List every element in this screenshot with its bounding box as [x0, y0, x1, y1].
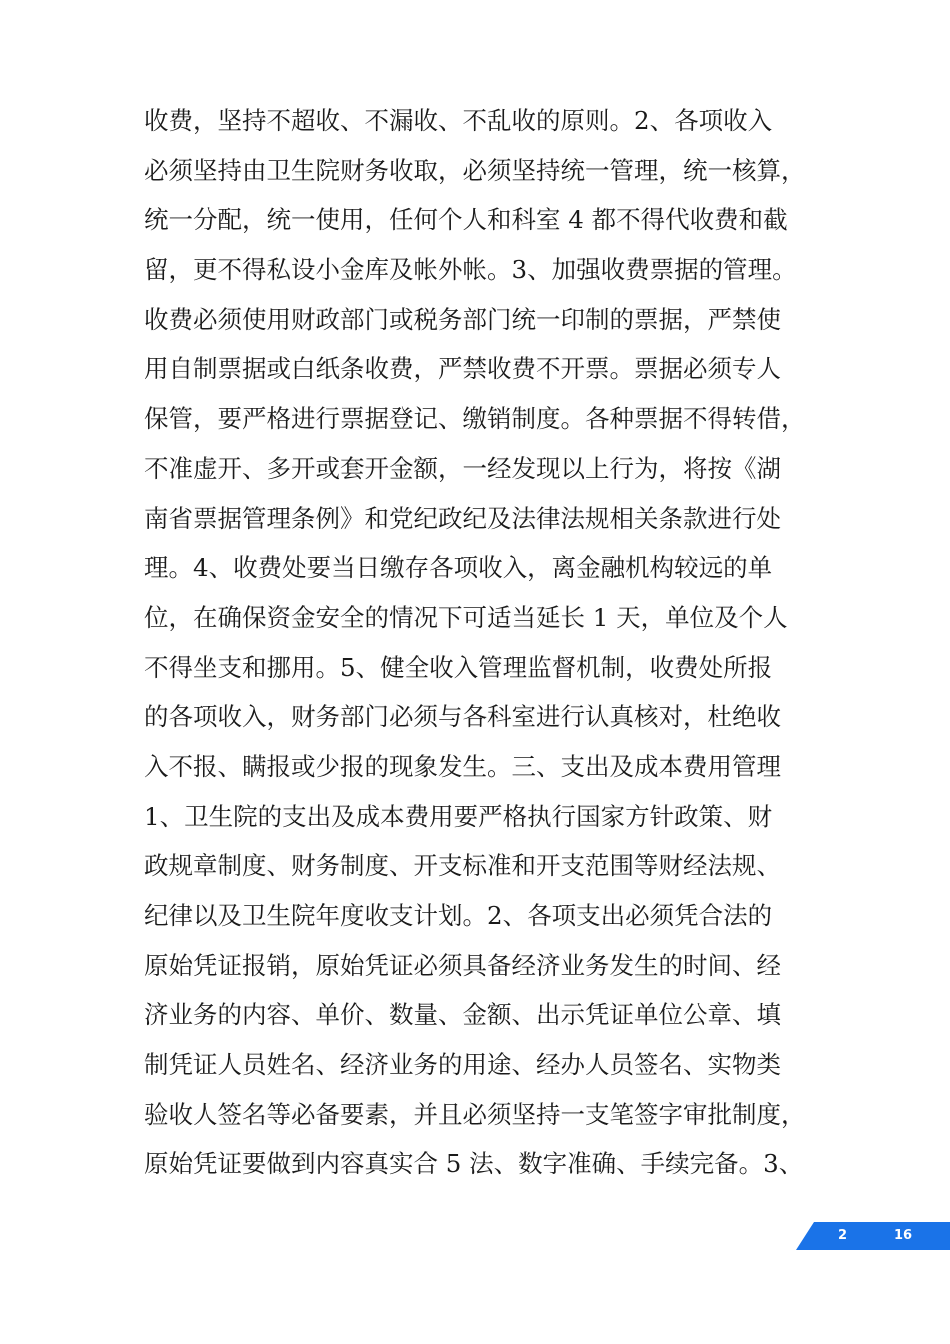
text-line: 1、卫生院的支出及成本费用要严格执行国家方针政策、财 [144, 801, 773, 831]
document-body [144, 96, 824, 1189]
text-line: 保管，要严格进行票据登记、缴销制度。各种票据不得转借， [144, 404, 806, 434]
text-line: 留，更不得私设小金库及帐外帐。3、加强收费票据的管理。 [144, 255, 797, 285]
text-line: 不得坐支和挪用。5、健全收入管理监督机制，收费处所报 [144, 652, 773, 682]
text-line: 纪律以及卫生院年度收支计划。2、各项支出必须凭合法的 [144, 901, 773, 930]
text-line: 原始凭证要做到内容真实合 5 法、数字准确、手续完备。3、 [144, 1149, 804, 1179]
text-line: 原始凭证报销，原始凭证必须具备经济业务发生的时间、经 [144, 950, 781, 980]
page-total: 16 [894, 1228, 913, 1243]
text-line: 验收人签名等必备要素，并且必须坚持一支笔签字审批制度， [144, 1099, 806, 1129]
page-badge-shape [796, 1222, 950, 1250]
text-line: 入不报、瞒报或少报的现象发生。三、支出及成本费用管理 [144, 751, 781, 781]
page-number-badge [796, 1222, 950, 1250]
text-line: 的各项收入，财务部门必须与各科室进行认真核对，杜绝收 [144, 702, 781, 732]
page-current: 2 [838, 1228, 848, 1243]
text-line: 用自制票据或白纸条收费，严禁收费不开票。票据必须专人 [144, 354, 781, 384]
text-line: 不准虚开、多开或套开金额，一经发现以上行为，将按《湖 [144, 453, 781, 483]
text-line: 政规章制度、财务制度、开支标准和开支范围等财经法规、 [144, 851, 781, 881]
text-line: 位，在确保资金安全的情况下可适当延长 1 天，单位及个人 [144, 602, 788, 632]
text-line: 收费必须使用财政部门或税务部门统一印制的票据，严禁使 [144, 304, 781, 334]
text-line: 理。4、收费处要当日缴存各项收入，离金融机构较远的单 [144, 553, 773, 583]
text-line: 必须坚持由卫生院财务收取，必须坚持统一管理，统一核算， [144, 155, 806, 185]
text-line: 南省票据管理条例》和党纪政纪及法律法规相关条款进行处 [144, 503, 781, 533]
text-line: 制凭证人员姓名、经济业务的用途、经办人员签名、实物类 [144, 1050, 781, 1080]
text-line: 统一分配，统一使用，任何个人和科室 4 都不得代收费和截 [144, 205, 788, 235]
text-line: 收费，坚持不超收、不漏收、不乱收的原则。2、各项收入 [144, 106, 773, 135]
text-line: 济业务的内容、单价、数量、金额、出示凭证单位公章、填 [144, 1000, 781, 1030]
